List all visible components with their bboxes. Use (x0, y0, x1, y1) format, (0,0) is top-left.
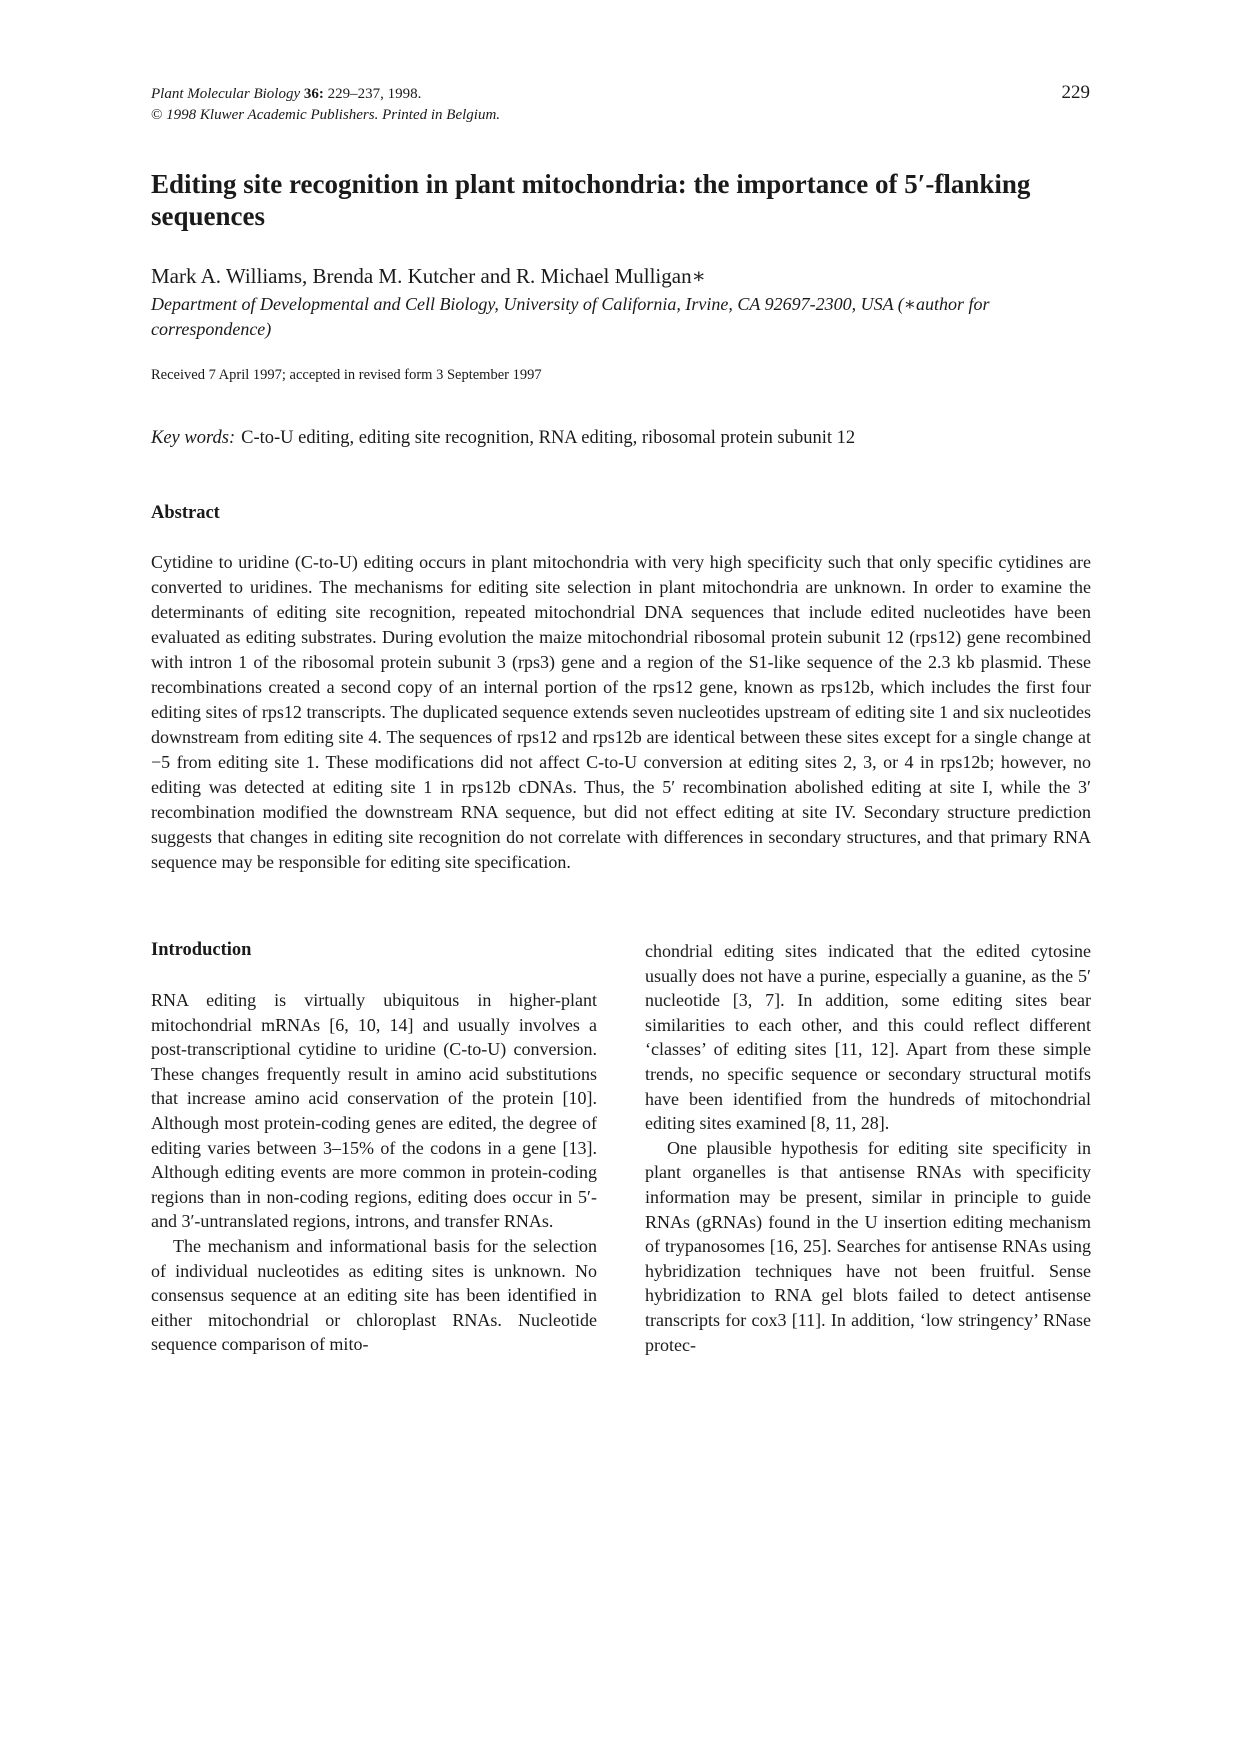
printed-location: Printed in Belgium. (382, 107, 501, 123)
keywords-text: C-to-U editing, editing site recognition, RNA editing, ribosomal protein subunit 12 (241, 428, 856, 448)
intro-paragraph-1: RNA editing is virtually ubiquitous in higher-plant mitochondrial mRNAs [6, 10, 14] and usually involves a post-transcriptional cytidine to uridine (C-to-U) conversion. These changes frequently result in amino acid substitutions that increase amino acid conservation of the protein [10]. Although most protein-coding genes are edited, the degree of editing varies between 3–15% of the codons in a gene [13]. Although editing events are more common in protein-coding regions than in non-coding regions, editing does occur in 5′- and 3′-untranslated regions, introns, and transfer RNAs. (151, 990, 597, 1232)
intro-paragraph-2: The mechanism and informational basis for the selection of individual nucleotides as editing sites is unknown. No consensus sequence at an editing site has been identified in either mitochondrial or chloroplast RNAs. Nucleotide sequence comparison of mito- (151, 1235, 597, 1355)
right-column (645, 939, 1091, 1357)
copyright-text: 1998 Kluwer Academic Publishers. (166, 107, 379, 123)
journal-pages: 229–237, 1998. (327, 86, 422, 102)
received-date: Received 7 April 1997; accepted in revised form 3 September 1997 (151, 367, 542, 383)
left-column (151, 988, 597, 1357)
intro-paragraph-3: chondrial editing sites indicated that the edited cytosine usually does not have a purine, especially a guanine, as the 5′ nucleotide [3, 7]. In addition, some editing sites bear similarities to each other, and this could reflect different ‘classes’ of editing sites [11, 12]. Apart from these simple trends, no specific sequence or secondary structural motifs have been identified from the hundreds of mitochondrial editing sites examined [8, 11, 28]. (645, 941, 1091, 1134)
journal-citation (151, 84, 500, 126)
intro-paragraph-4: One plausible hypothesis for editing site specificity in plant organelles is that antisense RNAs with specificity information may be present, similar in principle to guide RNAs (gRNAs) found in the U insertion editing mechanism of trypanosomes [16, 25]. Searches for antisense RNAs using hybridization techniques have not been fruitful. Sense hybridization to RNA gel blots failed to detect antisense transcripts for cox3 [11]. In addition, ‘low stringency’ RNase protec- (645, 1137, 1091, 1355)
journal-volume: 36: (303, 86, 324, 102)
keywords (151, 428, 855, 449)
copyright-icon: © (151, 107, 163, 123)
paper-title: Editing site recognition in plant mitochondria: the importance of 5′-flanking sequences (151, 169, 1031, 231)
affiliation: Department of Developmental and Cell Biology, University of California, Irvine, CA 92697-2300, USA (∗author for correspondence) (151, 294, 990, 339)
author-list: Mark A. Williams, Brenda M. Kutcher and R. Michael Mulligan∗ (151, 264, 706, 288)
abstract-heading: Abstract (151, 503, 220, 523)
introduction-heading: Introduction (151, 940, 252, 960)
journal-name: Plant Molecular Biology (151, 86, 301, 102)
page-number: 229 (1061, 82, 1090, 103)
keywords-label: Key words: (151, 428, 236, 448)
abstract-body: Cytidine to uridine (C-to-U) editing occurs in plant mitochondria with very high specificity such that only specific cytidines are converted to uridines. The mechanisms for editing site selection in plant mitochondria are unknown. In order to examine the determinants of editing site recognition, repeated mitochondrial DNA sequences that include edited nucleotides have been evaluated as editing substrates. During evolution the maize mitochondrial ribosomal protein subunit 12 (rps12) gene recombined with intron 1 of the ribosomal protein subunit 3 (rps3) gene and a region of the S1-like sequence of the 2.3 kb plasmid. These recombinations created a second copy of an internal portion of the rps12 gene, known as rps12b, which includes the first four editing sites of rps12 transcripts. The duplicated sequence extends seven nucleotides upstream of editing site 1 and six nucleotides downstream from editing site 4. The sequences of rps12 and rps12b are identical between these sites except for a single change at −5 from editing site 1. These modifications did not affect C-to-U conversion at editing sites 2, 3, or 4 in rps12b; however, no editing was detected at editing site 1 in rps12b cDNAs. Thus, the 5′ recombination abolished editing at site I, while the 3′ recombination modified the downstream RNA sequence, but did not effect editing at site IV. Secondary structure prediction suggests that changes in editing site recognition do not correlate with differences in secondary structures, and that primary RNA sequence may be responsible for editing site specification. (151, 552, 1091, 872)
